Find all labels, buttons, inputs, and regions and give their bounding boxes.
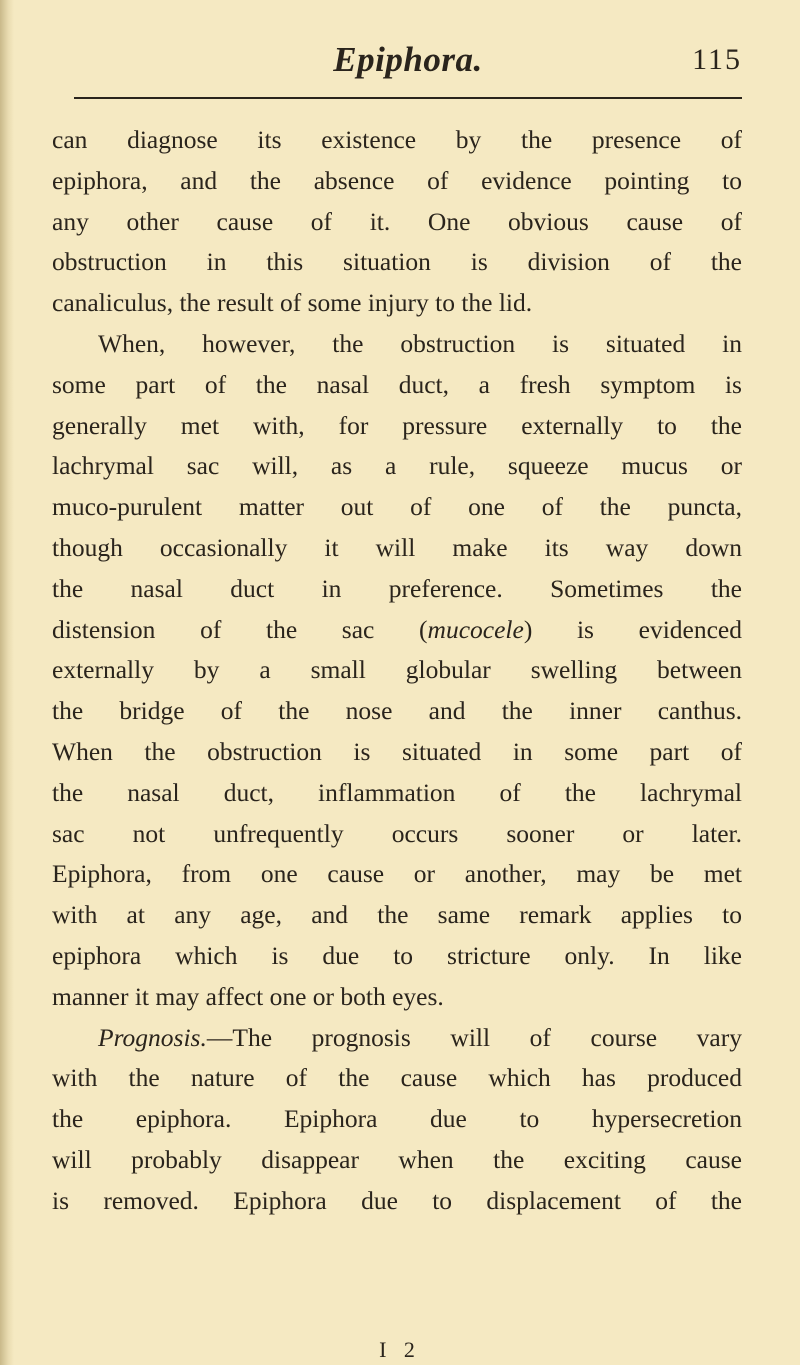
text-line: though occasionally it will make its way down [52,532,742,562]
page-edge [0,0,14,1365]
text-line: sac not unfrequently occurs sooner or later. [52,818,742,848]
text-line: When the obstruction is situated in some part of [52,736,742,766]
text-line: can diagnose its existence by the presence of [52,125,742,154]
text-segment: distension of the sac ( [52,614,428,644]
running-head [74,36,742,84]
text-line: When, however, the obstruction is situated in [98,328,742,358]
text-line: externally by a small globular swelling between [52,655,742,685]
italic-term-mucocele: mucocele [427,614,524,644]
text-line: muco-purulent matter out of one of the puncta, [52,492,742,522]
text-line: epiphora, and the absence of evidence pointing to [52,165,742,195]
text-line: obstruction in this situation is division of the [52,247,742,277]
header-rule [74,97,742,99]
signature-mark: I 2 [379,1337,421,1362]
text-line: the bridge of the nose and the inner canthus. [52,696,742,726]
text-line: the epiphora. Epiphora due to hypersecretion [52,1104,742,1134]
text-line: with at any age, and the same remark applies to [52,900,742,930]
text-line: epiphora which is due to stricture only. In like [52,940,742,970]
text-line: lachrymal sac will, as a rule, squeeze mucus or [52,451,742,481]
text-line: any other cause of it. One obvious cause of [52,206,742,236]
text-line: manner it may affect one or both eyes. [52,981,444,1011]
text-line: is removed. Epiphora due to displacement of the [52,1185,742,1215]
text-line: will probably disappear when the exciting cause [52,1144,742,1174]
text-line: generally met with, for pressure externally to the [52,410,742,440]
body-text [52,120,742,1222]
page-number: 115 [692,43,742,76]
text-line: with the nature of the cause which has produced [52,1063,742,1093]
italic-heading-prognosis: Prognosis. [98,1022,207,1052]
text-line: the nasal duct, inflammation of the lachrymal [52,777,742,807]
text-line: the nasal duct in preference. Sometimes the [52,573,742,603]
text-line: canaliculus, the result of some injury to the lid. [52,288,533,318]
text-segment: ) is evidenced [523,614,742,644]
text-line-prognosis [52,1018,742,1059]
text-segment: —The prognosis will of course vary [206,1022,742,1052]
text-line: some part of the nasal duct, a fresh symptom is [52,369,742,399]
text-line-mucocele [52,610,742,651]
text-line: Epiphora, from one cause or another, may be met [52,859,742,889]
running-title: Epiphora. [333,40,483,79]
